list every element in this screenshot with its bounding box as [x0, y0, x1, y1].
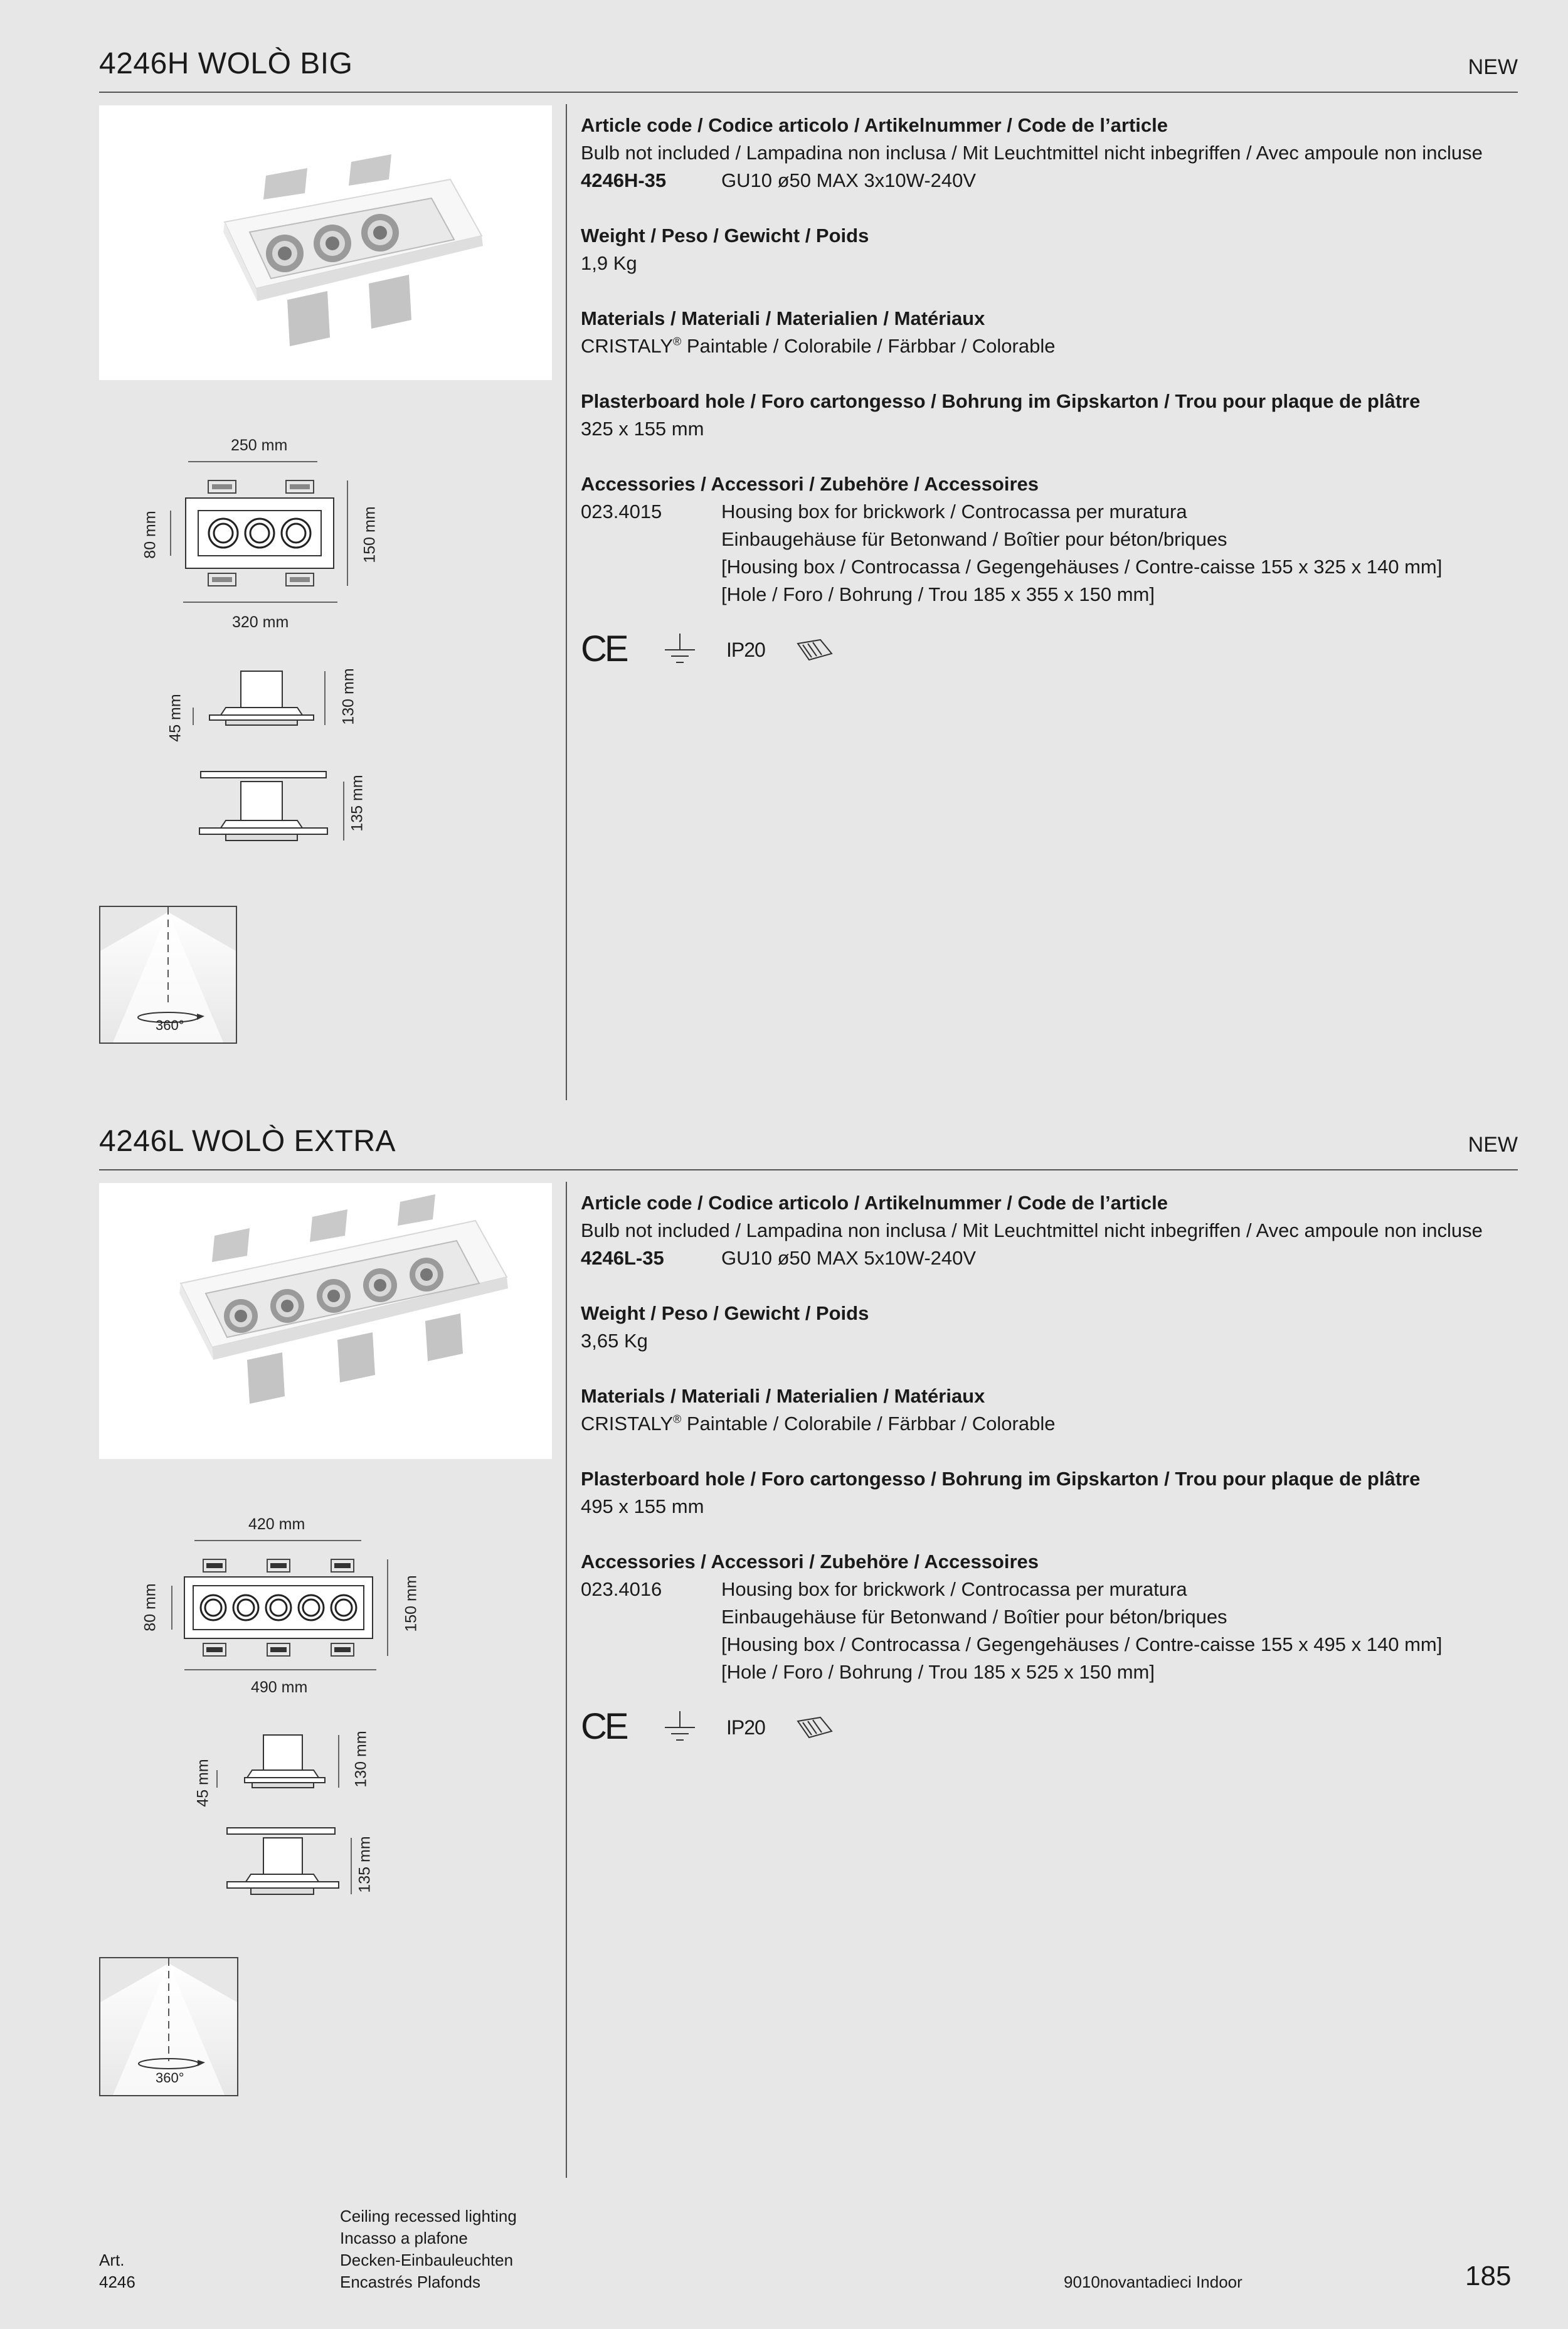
accessory-line: [Housing box / Controcassa / Gegengehäuses / Contre-caisse 155 x 325 x 140 mm]	[721, 556, 1443, 578]
page-number: 185	[1465, 2261, 1512, 2291]
weight-value: 1,9 Kg	[581, 252, 637, 274]
category-line: Incasso a plafone	[340, 2229, 468, 2247]
article-code-label: Article code / Codice articolo / Artikelnummer / Code de l’article	[581, 1192, 1168, 1214]
side-view-drawing	[245, 1730, 370, 1799]
accessory-line: [Hole / Foro / Bohrung / Trou 185 x 355 x 150 mm]	[721, 583, 1155, 605]
rotation-label: 360°	[156, 2070, 184, 2086]
dim-top-width: 250 mm	[231, 437, 288, 454]
column-divider	[566, 104, 567, 1100]
product-title: 4246L WOLÒ EXTRA	[99, 1125, 396, 1158]
footer-art	[99, 2249, 135, 2293]
art-number: 4246	[99, 2273, 135, 2291]
article-row	[581, 167, 1522, 194]
dim-right-height: 150 mm	[402, 1575, 420, 1632]
side-view-drawing	[201, 665, 326, 734]
dim-side-depth: 130 mm	[339, 668, 358, 725]
accessory-line: Housing box for brickwork / Controcassa per muratura	[721, 1578, 1187, 1600]
bulb-note: Bulb not included / Lampadina non inclusa / Mit Leuchtmittel nicht inbegriffen / Avec ampoule non incluse	[581, 1219, 1483, 1241]
product-info	[581, 112, 1522, 608]
product-render-3-lamps	[99, 105, 552, 380]
product-render-5-lamps	[99, 1183, 552, 1459]
article-code: 4246L-35	[581, 1247, 664, 1269]
materials-label: Materials / Materiali / Materialien / Matériaux	[581, 1385, 985, 1407]
dim-side-depth-small: 45 mm	[166, 694, 184, 742]
material-text: Paintable / Colorabile / Färbbar / Colorable	[681, 335, 1056, 357]
certification-icons	[581, 1706, 844, 1747]
article-row	[581, 1244, 1522, 1272]
insulation-ceiling-icon	[795, 637, 835, 665]
accessory-row	[581, 498, 1522, 608]
accessory-row	[581, 1576, 1522, 1686]
ip20-icon: IP20	[726, 639, 765, 661]
accessory-line: Housing box for brickwork / Controcassa per muratura	[721, 501, 1187, 523]
beam-rotation-diagram	[99, 906, 237, 1044]
dim-side-depth-small: 45 mm	[194, 1759, 212, 1807]
lamp-spec: GU10 ø50 MAX 3x10W-240V	[721, 169, 977, 191]
weight-label: Weight / Peso / Gewicht / Poids	[581, 225, 869, 247]
beam-rotation-diagram	[99, 1957, 238, 2096]
insulation-ceiling-icon	[795, 1715, 835, 1743]
title-divider	[99, 92, 1518, 93]
footer-category	[340, 2205, 517, 2293]
product-info	[581, 1189, 1522, 1686]
bulb-note: Bulb not included / Lampadina non inclusa / Mit Leuchtmittel nicht inbegriffen / Avec ampoule non incluse	[581, 142, 1483, 164]
lamp-spec: GU10 ø50 MAX 5x10W-240V	[721, 1247, 977, 1269]
article-code-label: Article code / Codice articolo / Artikelnummer / Code de l’article	[581, 114, 1168, 136]
accessory-line: Einbaugehäuse für Betonwand / Boîtier pour béton/briques	[721, 528, 1227, 550]
category-line: Encastrés Plafonds	[340, 2273, 481, 2291]
title-divider	[99, 1169, 1518, 1170]
dim-top-width: 420 mm	[248, 1515, 305, 1533]
dim-bottom-width: 490 mm	[251, 1679, 308, 1696]
ce-mark-icon: CE	[581, 1706, 627, 1747]
hole-value: 495 x 155 mm	[581, 1495, 704, 1517]
dim-bottom-width: 320 mm	[232, 613, 289, 631]
rotation-label: 360°	[156, 1017, 184, 1033]
weight-label: Weight / Peso / Gewicht / Poids	[581, 1302, 869, 1324]
materials-value	[581, 1410, 1522, 1438]
new-badge: NEW	[1468, 55, 1518, 79]
accessory-line: [Housing box / Controcassa / Gegengehäuses / Contre-caisse 155 x 495 x 140 mm]	[721, 1633, 1443, 1655]
hole-label: Plasterboard hole / Foro cartongesso / Bohrung im Gipskarton / Trou pour plaque de plâtre	[581, 1468, 1421, 1490]
product-photo	[99, 105, 552, 380]
registered-mark: ®	[673, 1413, 682, 1426]
product-title: 4246H WOLÒ BIG	[99, 47, 353, 80]
accessory-code: 023.4015	[581, 501, 662, 523]
registered-mark: ®	[673, 335, 682, 348]
housing-box-drawing	[198, 769, 330, 851]
category-line: Decken-Einbauleuchten	[340, 2251, 514, 2269]
art-label: Art.	[99, 2251, 125, 2269]
new-badge: NEW	[1468, 1133, 1518, 1157]
front-view-drawing	[183, 459, 346, 603]
dim-left-height: 80 mm	[141, 511, 159, 559]
dim-left-height: 80 mm	[141, 1583, 159, 1631]
hole-label: Plasterboard hole / Foro cartongesso / Bohrung im Gipskarton / Trou pour plaque de plâtre	[581, 390, 1421, 412]
footer-brand: 9010novantadieci Indoor	[1064, 2273, 1242, 2291]
weight-value: 3,65 Kg	[581, 1330, 648, 1352]
dim-box-depth: 135 mm	[348, 775, 366, 832]
certification-icons	[581, 631, 844, 669]
ce-mark-icon: CE	[581, 629, 627, 669]
front-view-drawing	[182, 1538, 383, 1682]
housing-box-drawing	[226, 1825, 351, 1907]
accessory-line: Einbaugehäuse für Betonwand / Boîtier pour béton/briques	[721, 1606, 1227, 1628]
accessories-label: Accessories / Accessori / Zubehöre / Accessoires	[581, 473, 1039, 495]
dim-right-height: 150 mm	[361, 506, 379, 563]
material-brand: CRISTALY	[581, 1413, 673, 1435]
accessories-label: Accessories / Accessori / Zubehöre / Accessoires	[581, 1551, 1039, 1573]
accessory-line: [Hole / Foro / Bohrung / Trou 185 x 525 x 150 mm]	[721, 1661, 1155, 1683]
hole-value: 325 x 155 mm	[581, 418, 704, 440]
ip20-icon: IP20	[726, 1716, 765, 1739]
earth-ground-icon	[661, 1709, 699, 1746]
material-text: Paintable / Colorabile / Färbbar / Colorable	[681, 1413, 1056, 1435]
article-code: 4246H-35	[581, 169, 667, 191]
earth-ground-icon	[661, 631, 699, 669]
dim-box-depth: 135 mm	[356, 1836, 374, 1893]
product-photo	[99, 1183, 552, 1459]
dim-side-depth: 130 mm	[352, 1731, 370, 1788]
materials-value	[581, 332, 1522, 360]
material-brand: CRISTALY	[581, 335, 673, 357]
column-divider	[566, 1182, 567, 2178]
category-line: Ceiling recessed lighting	[340, 2207, 517, 2226]
materials-label: Materials / Materiali / Materialien / Matériaux	[581, 307, 985, 329]
accessory-code: 023.4016	[581, 1578, 662, 1600]
